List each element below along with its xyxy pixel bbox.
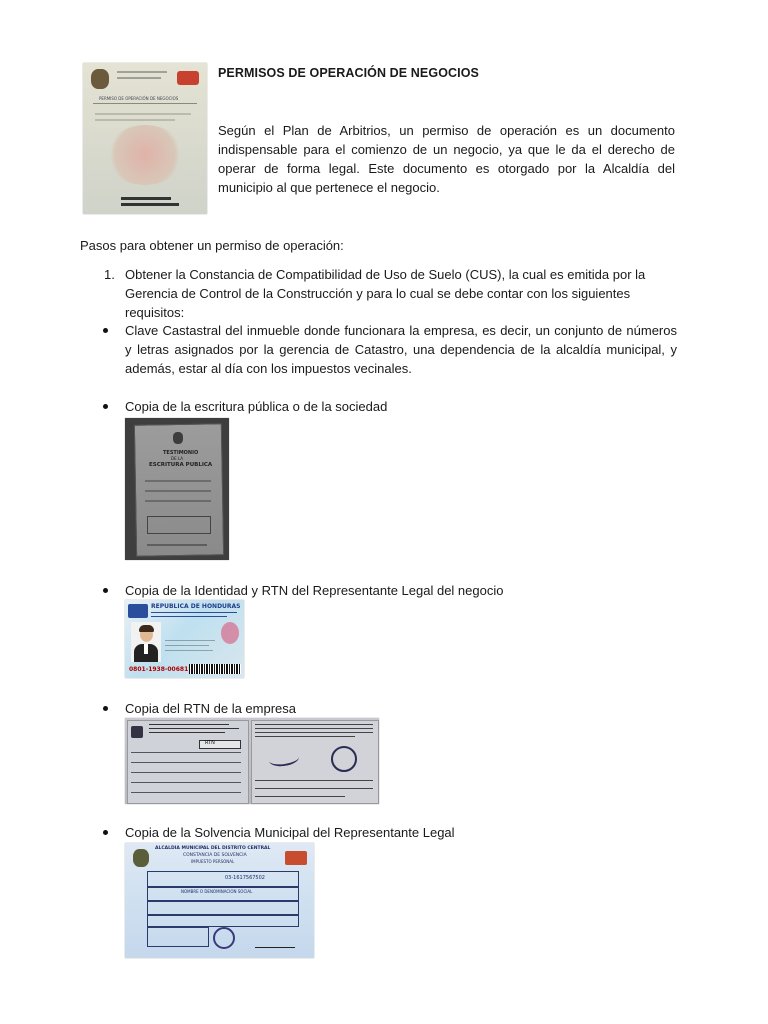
steps-heading: Pasos para obtener un permiso de operación: [80, 238, 344, 253]
escritura-emblem-icon [173, 432, 183, 444]
bullet-marker [103, 588, 108, 593]
solvencia-document-image [125, 843, 314, 958]
solvencia-header-text: ALCALDIA MUNICIPAL DEL DISTRITO CENTRAL [155, 846, 271, 851]
escritura-document-image [125, 418, 229, 560]
rtn-emblem-icon [131, 726, 143, 738]
escritura-line3: ESCRITURA PUBLICA [149, 462, 213, 468]
rtn-document-image [125, 718, 379, 804]
bullet-item-identidad: Copia de la Identidad y RTN del Representante Legal del negocio [125, 583, 504, 598]
solvencia-sub-text: CONSTANCIA DE SOLVENCIA [183, 853, 247, 858]
step-text: Obtener la Constancia de Compatibilidad de Uso de Suelo (CUS), la cual es emitida por la Gerencia de Control de la Construcción y para lo cual se debe contar con los siguientes requisitos: [125, 267, 646, 320]
bullet-item-rtn: Copia del RTN de la empresa [125, 701, 297, 716]
solvencia-field-text: NOMBRE O DENOMINACION SOCIAL [181, 889, 253, 894]
bullet-item-solvencia: Copia de la Solvencia Municipal del Representante Legal [125, 825, 455, 840]
intro-paragraph: Según el Plan de Arbitrios, un permiso de operación es un documento indispensable para el comienzo de un negocio, ya que le da el derecho de operar de forma legal. Este documento es otorgado por la Alcaldía del municipio al que pertenece el negocio. [218, 123, 675, 195]
bullet-marker [103, 404, 108, 409]
identidad-card-image [125, 600, 244, 678]
card-fingerprint-icon [221, 622, 239, 644]
solvencia-sub2-text: IMPUESTO PERSONAL [191, 859, 235, 864]
permit-emblem-icon [91, 69, 109, 89]
solvencia-number-text: 03-1617567502 [225, 875, 265, 881]
bullet-item-escritura: Copia de la escritura pública o de la sociedad [125, 399, 388, 414]
escritura-line1: TESTIMONIO [163, 450, 199, 456]
solvencia-seal [213, 927, 235, 949]
card-barcode [189, 664, 241, 674]
permit-logo-icon [177, 71, 199, 85]
solvencia-logo-icon [285, 851, 307, 865]
rtn-label-text: RTN [205, 740, 215, 746]
solvencia-emblem-icon [133, 849, 149, 867]
card-photo-avatar [131, 622, 161, 662]
card-number-text: 0801-1938-00681 [129, 666, 189, 673]
bullet-item-catastro: Clave Castastral del inmueble donde funcionara la empresa, es decir, un conjunto de números y letras asignados por la gerencia de Catastro, una dependencia de la alcaldía municipal, y además, estar al día con los impuestos vecinales. [125, 323, 677, 376]
page-title: PERMISOS DE OPERACIÓN DE NEGOCIOS [218, 66, 479, 80]
bullet-marker [103, 328, 108, 333]
escritura-line2: DE LA [171, 456, 183, 461]
rtn-seal [331, 746, 357, 772]
permit-seal-watermark [105, 125, 185, 185]
card-logo-icon [128, 604, 148, 618]
card-header-text: REPUBLICA DE HONDURAS [151, 603, 241, 610]
permit-heading-text: PERMISO DE OPERACIÓN DE NEGOCIOS [99, 96, 179, 101]
permit-document-image [83, 63, 207, 214]
bullet-marker [103, 706, 108, 711]
bullet-marker [103, 830, 108, 835]
step-number: 1. [104, 267, 115, 282]
